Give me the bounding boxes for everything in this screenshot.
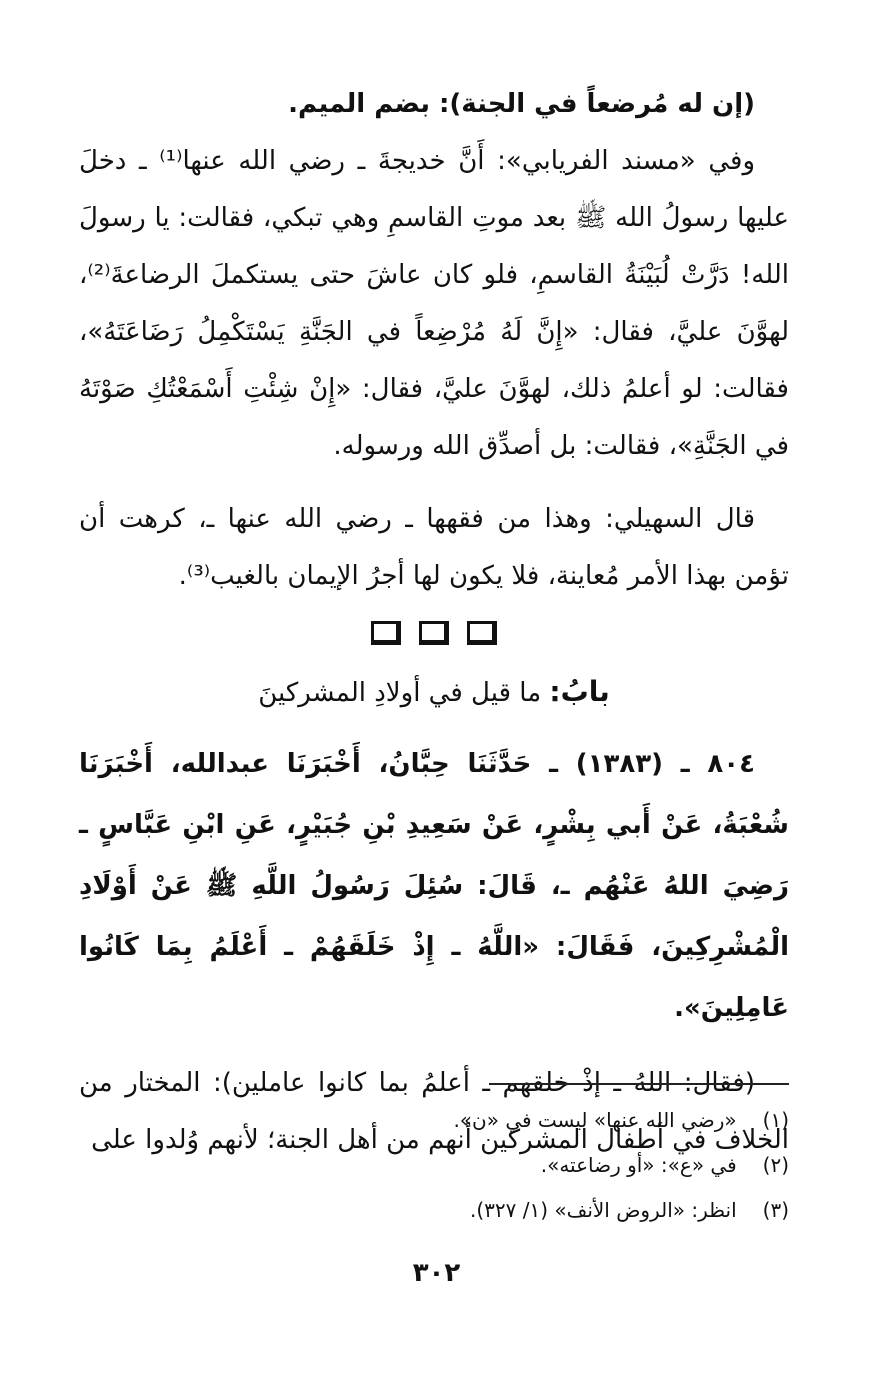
- footnote-text: «رضي الله عنها» ليست في «ن».: [453, 1108, 737, 1132]
- footnote: [79, 1188, 789, 1233]
- ornament-square-icon: [467, 621, 497, 645]
- paragraph-commentary: (فقال: اللهُ ـ إذْ خلقهم ـ أعلمُ بما كانوا عاملين): المختار من الخلاف في أطفال المشركين أنهم من أهل الجنة؛ لأنهم وُلدوا على: [79, 1068, 789, 1155]
- footnote-number: (٣): [762, 1198, 789, 1222]
- footnote: [79, 1098, 789, 1143]
- footnote-number: (١): [762, 1108, 789, 1132]
- footnote: [79, 1143, 789, 1188]
- ornament-square-icon: [419, 621, 449, 645]
- chapter-title: ما قيل في أولادِ المشركينَ: [258, 678, 542, 708]
- section-divider: [79, 621, 789, 645]
- paragraph-explanation: (إن له مُرضعاً في الجنة): بضم الميم.: [288, 89, 755, 119]
- page-number: ٣٠٢: [412, 1258, 461, 1288]
- ornament-square-icon: [371, 621, 401, 645]
- footnotes: [79, 1098, 789, 1233]
- footnote-text: انظر: «الروض الأنف» (١/ ٣٢٧).: [469, 1198, 737, 1222]
- footnote-number: (٢): [762, 1153, 789, 1177]
- paragraph-suhaili: قال السهيلي: وهذا من فقهها ـ رضي الله عنها ـ، كرهت أن تؤمن بهذا الأمر مُعاينة، فلا يكون لها أجرُ الإيمان بالغيب⁽³⁾.: [79, 504, 789, 591]
- footnote-text: في «ع»: «أو رضاعته».: [540, 1153, 737, 1177]
- chapter-label: بابُ:: [549, 675, 610, 708]
- chapter-heading: [79, 663, 789, 722]
- main-text: [79, 76, 789, 1185]
- footnote-divider: [489, 1083, 789, 1085]
- hadith-text: ٨٠٤ ـ (١٣٨٣) ـ حَدَّثَنَا حِبَّانُ، أَخْبَرَنَا عبدالله، أَخْبَرَنَا شُعْبَةُ، عَنْ أَبي بِشْرٍ، عَنْ سَعِيدِ بْنِ جُبَيْرٍ، عَنِ ابْنِ عَبَّاسٍ ـ رَضِيَ اللهُ عَنْهُم ـ، قَالَ: سُئِلَ رَسُولُ اللَّهِ ﷺ عَنْ أَوْلَادِ الْمُشْرِكِينَ، فَقَالَ: «اللَّهُ ـ إِذْ خَلَقَهُمْ ـ أَعْلَمُ بِمَا كَانُوا عَامِلِينَ».: [79, 749, 789, 1023]
- paragraph-faryabi: وفي «مسند الفريابي»: أَنَّ خديجةَ ـ رضي الله عنها⁽¹⁾ ـ دخلَ عليها رسولُ الله ﷺ بعد موتِ القاسمِ وهي تبكي، فقالت: يا رسولَ الله! دَرَّتْ لُبَيْنَةُ القاسمِ، فلو كان عاشَ حتى يستكملَ الرضاعةَ⁽²⁾، لهوَّنَ عليَّ، فقال: «إِنَّ لَهُ مُرْضِعاً في الجَنَّةِ يَسْتَكْمِلُ رَضَاعَتَهُ»، فقالت: لو أعلمُ ذلك، لهوَّنَ عليَّ، فقال: «إِنْ شِئْتِ أَسْمَعْتُكِ صَوْتَهُ في الجَنَّةِ»، فقالت: بل أصدِّق الله ورسوله.: [79, 146, 789, 461]
